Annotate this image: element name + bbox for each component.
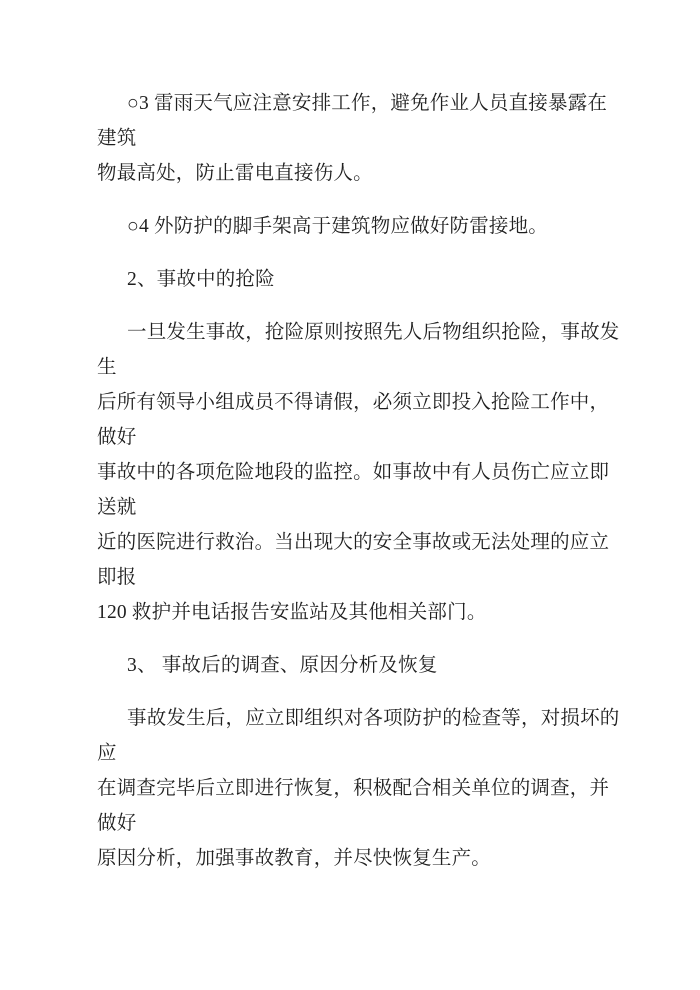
paragraph-line: 120 救护并电话报告安监站及其他相关部门。 bbox=[97, 602, 487, 623]
paragraph-line: 在调查完毕后立即进行恢复，积极配合相关单位的调查，并做好 bbox=[97, 778, 610, 834]
paragraph-line: 事故发生后，应立即组织对各项防护的检查等，对损坏的应 bbox=[97, 708, 620, 764]
paragraph-line: ○3 雷雨天气应注意安排工作，避免作业人员直接暴露在建筑 bbox=[97, 93, 608, 149]
paragraph-item-3 bbox=[97, 86, 626, 191]
paragraph-line: 事故中的各项危险地段的监控。如事故中有人员伤亡应立即送就 bbox=[97, 462, 610, 518]
paragraph-item-4 bbox=[97, 209, 626, 244]
paragraph-line: 物最高处，防止雷电直接伤人。 bbox=[97, 163, 373, 184]
paragraph-line: 一旦发生事故，抢险原则按照先人后物组织抢险，事故发生 bbox=[97, 322, 620, 378]
paragraph-line: ○4 外防护的脚手架高于建筑物应做好防雷接地。 bbox=[127, 216, 549, 237]
paragraph-investigation bbox=[97, 701, 626, 876]
paragraph-line: 后所有领导小组成员不得请假，必须立即投入抢险工作中，做好 bbox=[97, 392, 610, 448]
paragraph-line: 原因分析，加强事故教育，并尽快恢复生产。 bbox=[97, 848, 492, 869]
heading-line: 2、事故中的抢险 bbox=[127, 269, 275, 290]
paragraph-line: 近的医院进行救治。当出现大的安全事故或无法处理的应立即报 bbox=[97, 532, 610, 588]
paragraph-rescue bbox=[97, 315, 626, 630]
section-heading-3 bbox=[97, 648, 626, 683]
heading-line: 3、 事故后的调查、原因分析及恢复 bbox=[127, 655, 438, 676]
section-heading-2 bbox=[97, 262, 626, 297]
